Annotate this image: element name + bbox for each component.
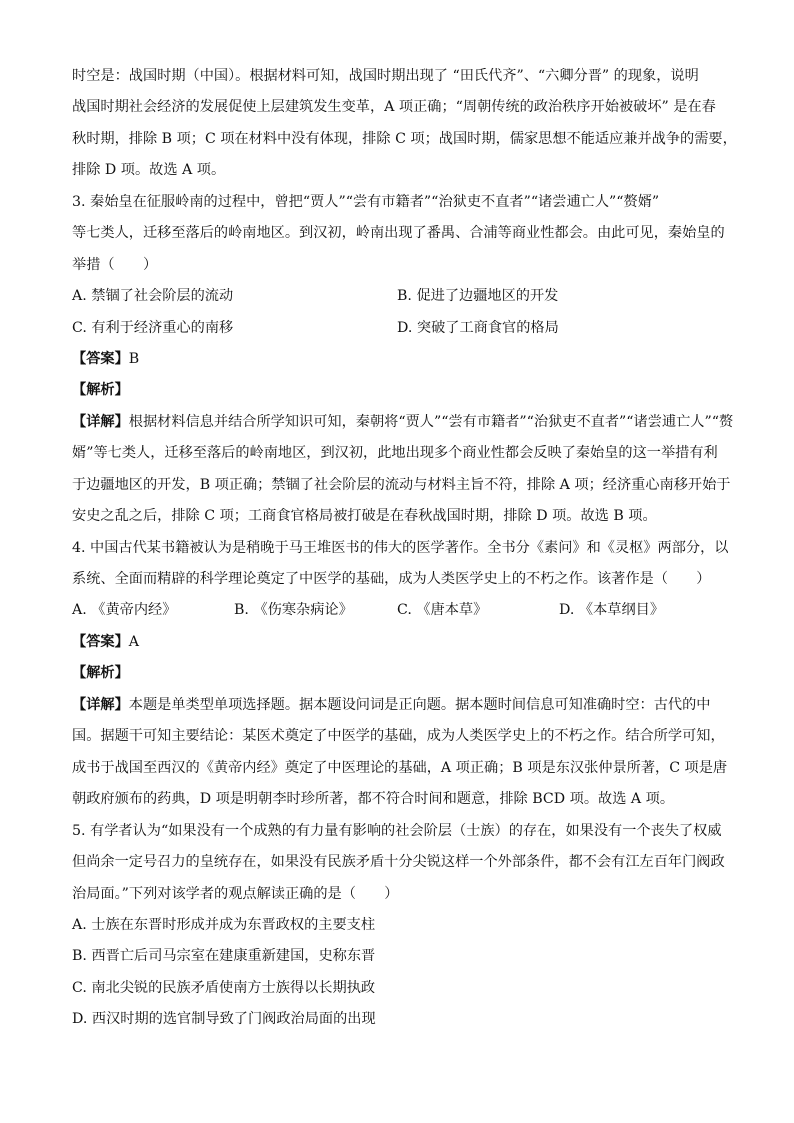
q4-option-c: C. 《唐本草》 — [397, 602, 488, 618]
q3-answer-tag: 【答案】 — [72, 351, 129, 367]
q4-detail-line-2: 国。据题干可知主要结论：某医术奠定了中医学的基础，成为人类医学史上的不朽之作。结合所学可知， — [72, 728, 725, 744]
q3-detail-text-1: 根据材料信息并结合所学知识可知，秦朝将“贾人”“尝有市籍者”“治狱吏不直者”“诸尝逋亡人”“赘 — [128, 414, 734, 430]
q3-option-c: C. 有利于经济重心的南移 — [72, 320, 234, 336]
q4-stem-line-1: 4. 中国古代某书籍被认为是稍晚于马王堆医书的伟大的医学著作。全书分《素问》和《灵枢》两部分，以 — [72, 540, 729, 556]
q4-detail-line-1 — [72, 695, 710, 715]
q3-analysis-line — [72, 380, 129, 400]
prev-detail-line-1: 时空是：战国时期（中国）。根据材料可知，战国时期出现了 “田氏代齐”、“六卿分晋” 的现象，说明 — [72, 68, 699, 84]
q4-stem-line-2: 系统、全面而精辟的科学理论奠定了中医学的基础，成为人类医学史上的不朽之作。该著作是（ ） — [72, 571, 711, 587]
q5-stem-line-3: 治局面。”下列对该学者的观点解读正确的是（ ） — [72, 886, 399, 902]
q3-detail-line-1 — [72, 412, 733, 432]
q5-stem-line-1: 5. 有学者认为“如果没有一个成熟的有力量有影响的社会阶层（士族）的存在，如果没有一个丧失了权威 — [72, 823, 722, 839]
prev-detail-line-3: 秋时期，排除 B 项；C 项在材料中没有体现，排除 C 项；战国时期，儒家思想不能适应兼并战争的需要， — [72, 131, 737, 147]
q3-option-a: A. 禁锢了社会阶层的流动 — [72, 288, 234, 304]
q3-analysis-tag: 【解析】 — [72, 382, 129, 398]
q3-answer-value: B — [128, 351, 140, 367]
q4-answer-line — [72, 632, 139, 652]
q4-analysis-tag: 【解析】 — [72, 665, 129, 681]
q3-answer-line — [72, 349, 139, 369]
q4-option-a: A. 《黄帝内经》 — [72, 602, 177, 618]
q4-detail-text-1: 本题是单类型单项选择题。据本题设问词是正向题。据本题时间信息可知准确时空：古代的中 — [128, 697, 711, 713]
q3-detail-line-3: 于边疆地区的开发，B 项正确；禁锢了社会阶层的流动与材料主旨不符，排除 A 项；经济重心南移开始于 — [72, 477, 731, 493]
q3-detail-tag: 【详解】 — [72, 414, 129, 430]
q3-stem-line-1: 3. 秦始皇在征服岭南的过程中，曾把“贾人”“尝有市籍者”“治狱吏不直者”“诸尝逋亡人”“赘婿” — [72, 194, 660, 210]
q5-option-d: D. 西汉时期的选官制导致了门阀政治局面的出现 — [72, 1011, 376, 1027]
q3-stem-line-3: 举措（ ） — [72, 257, 158, 273]
q4-detail-line-4: 朝政府颁布的药典，D 项是明朝李时珍所著，都不符合时间和题意，排除 BCD 项。故选 A 项。 — [72, 791, 675, 807]
q4-answer-value: A — [128, 634, 140, 650]
q5-option-c: C. 南北尖锐的民族矛盾使南方士族得以长期执政 — [72, 980, 376, 996]
q4-analysis-line — [72, 663, 129, 683]
q5-option-a: A. 士族在东晋时形成并成为东晋政权的主要支柱 — [72, 917, 376, 933]
q3-stem-line-2: 等七类人，迁移至落后的岭南地区。到汉初，岭南出现了番禺、合浦等商业性都会。由此可见，秦始皇的 — [72, 225, 725, 241]
q4-detail-line-3: 成书于战国至西汉的《黄帝内经》奠定了中医理论的基础，A 项正确；B 项是东汉张仲景所著，C 项是唐 — [72, 760, 728, 776]
q5-stem-line-2: 但尚余一定号召力的皇统存在，如果没有民族矛盾十分尖锐这样一个外部条件，都不会有江左百年门阀政 — [72, 854, 725, 870]
prev-detail-line-4: 排除 D 项。故选 A 项。 — [72, 162, 226, 178]
prev-detail-line-2: 战国时期社会经济的发展促使上层建筑发生变革，A 项正确；“周朝传统的政治秩序开始被破坏” 是在春 — [72, 99, 716, 115]
q4-answer-tag: 【答案】 — [72, 634, 129, 650]
q4-option-b: B. 《伤寒杂病论》 — [234, 602, 353, 618]
q3-option-d: D. 突破了工商食官的格局 — [397, 320, 559, 336]
q5-option-b: B. 西晋亡后司马宗室在建康重新建国，史称东晋 — [72, 948, 376, 964]
q4-detail-tag: 【详解】 — [72, 697, 129, 713]
q3-detail-line-2: 婿”等七类人，迁移至落后的岭南地区，到汉初，此地出现多个商业性都会反映了秦始皇的这一举措有利 — [72, 445, 718, 461]
q4-option-d: D. 《本草纲目》 — [559, 602, 665, 618]
q3-option-b: B. 促进了边疆地区的开发 — [397, 288, 559, 304]
q3-detail-line-4: 安史之乱之后，排除 C 项；工商食官格局被打破是在春秋战国时期，排除 D 项。故选 B 项。 — [72, 508, 657, 524]
